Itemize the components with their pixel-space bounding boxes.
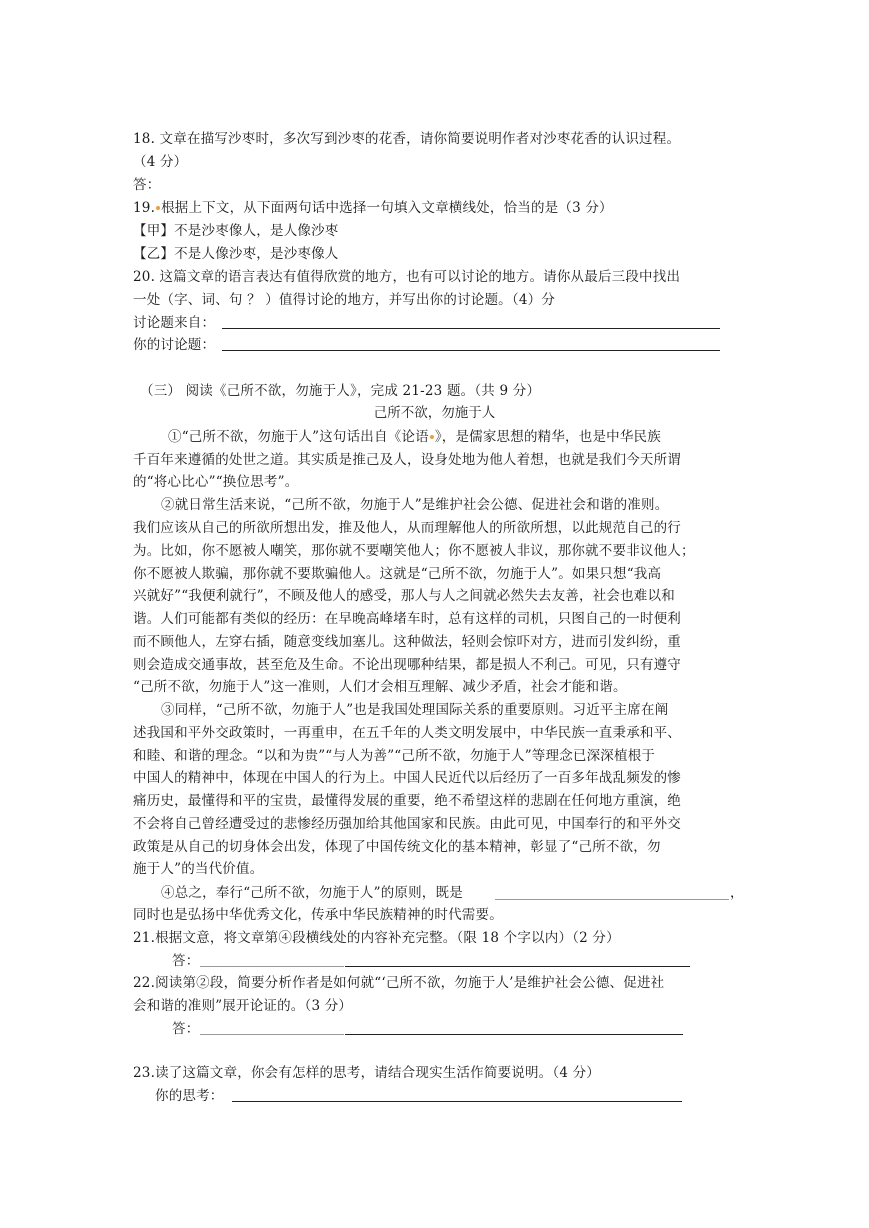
q21-answer-label: 答： — [172, 953, 200, 969]
q23-answer-label: 你的思考： — [155, 1088, 224, 1104]
q19-prompt — [133, 197, 613, 219]
q19-number: 19. — [133, 200, 156, 216]
p1-line2: 千百年来遵循的处世之道。其实质是推己及人，设身处地为他人着想，也就是我们今天所谓 — [133, 452, 681, 468]
p2-line7: 而不顾他人，左穿右插，随意变线加塞儿。这种做法，轻则会惊吓对方，进而引发纠纷，重 — [133, 634, 681, 650]
q18-score: （4 分） — [133, 154, 188, 170]
p3-line5: 痛历史，最懂得和平的宝贵，最懂得发展的重要，绝不希望这样的悲剧在任何地方重演，绝 — [133, 793, 681, 809]
q19-text: 根据上下文，从下面两句话中选择一句填入文章横线处，恰当的是（3 分） — [161, 200, 613, 216]
q20-topic-label: 你的讨论题： — [133, 337, 216, 353]
mark-dot-icon — [430, 435, 434, 439]
p1-line1: ①“己所不欲，勿施于人”这句话出自《论语 》，是儒家思想的精华，也是中华民族 — [168, 429, 661, 445]
q21-answer-line-a[interactable] — [200, 966, 344, 967]
p3-line6: 不会将自己曾经遭受过的悲惨经历强加给其他国家和民族。由此可见，中国奉行的和平外交 — [133, 816, 681, 832]
q22-line2: 会和谐的准则”展开论证的。（3 分） — [133, 998, 353, 1014]
q20-topic-answer-line[interactable] — [222, 350, 720, 351]
p2-line3: 为。比如，你不愿被人嘲笑，那你就不要嘲笑他人；你不愿被人非议，那你就不要非议他人； — [133, 543, 695, 559]
p4-line2: 同时也是弘扬中华优秀文化，传承中华民族精神的时代需要。 — [133, 907, 503, 923]
q22-answer-line-a[interactable] — [200, 1034, 344, 1035]
q20-line1: 20. 这篇文章的语言表达有值得欣赏的地方，也有可以讨论的地方。请你从最后三段中找出 — [133, 269, 681, 285]
p2-line5: 兴就好”“我便利就行”，不顾及他人的感受，那人与人之间就必然失去友善，社会也难以和 — [133, 588, 675, 604]
q22-line1: 22.阅读第②段，简要分析作者是如何就“‘己所不欲，勿施于人’是维护社会公德、促进社 — [133, 975, 665, 991]
q20-source-label: 讨论题来自： — [133, 315, 216, 331]
section3-heading: （三） 阅读《己所不欲，勿施于人》，完成 21-23 题。（共 9 分） — [140, 383, 541, 399]
q22-answer-line-b[interactable] — [345, 1034, 683, 1035]
p2-line6: 谐。人们可能都有类似的经历：在早晚高峰堵车时，总有这样的司机，只图自己的一时便利 — [133, 611, 681, 627]
q19-option-a: 【甲】不是沙枣像人，是人像沙枣 — [133, 223, 339, 239]
q23-prompt: 23.读了这篇文章，你会有怎样的思考，请结合现实生活作简要说明。（4 分） — [133, 1065, 600, 1081]
q18-answer-label: 答： — [133, 177, 161, 193]
p3-line8: 施于人”的当代价值。 — [133, 861, 264, 877]
p2-line1: ②就日常生活来说，“己所不欲，勿施于人”是维护社会公德、促进社会和谐的准则。 — [161, 497, 669, 513]
article-title: 己所不欲，勿施于人 — [373, 405, 496, 421]
p2-line8: 则会造成交通事故，甚至危及生命。不论出现哪种结果，都是损人不利己。可见，只有遵守 — [133, 657, 681, 673]
q21-answer-line-b[interactable] — [345, 966, 690, 967]
p4-fill-blank-line[interactable] — [495, 899, 729, 900]
p3-line3: 和睦、和谐的理念。“以和为贵”“与人为善”“己所不欲，勿施于人”等理念已深深植根于 — [133, 748, 656, 764]
p3-line2: 述我国和平外交政策时，一再重申，在五千年的人类文明发展中，中华民族一直秉承和平、 — [133, 725, 681, 741]
q23-answer-line[interactable] — [232, 1101, 682, 1102]
p4-line1-comma: ， — [730, 885, 744, 901]
p3-line4: 中国人的精神中，体现在中国人的行为上。中国人民近代以后经历了一百多年战乱频发的惨 — [133, 770, 681, 786]
q21-prompt: 21.根据文意，将文章第④段横线处的内容补充完整。（限 18 个字以内）（2 分） — [133, 930, 620, 946]
q20-source-answer-line[interactable] — [222, 328, 720, 329]
p1-line3: 的“将心比心”“换位思考”。 — [133, 474, 299, 490]
p3-line1: ③同样，“己所不欲，勿施于人”也是我国处理国际关系的重要原则。习近平主席在阐 — [161, 702, 669, 718]
p2-line9: “己所不欲，勿施于人”这一准则，人们才会相互理解、减少矛盾，社会才能和谐。 — [133, 679, 627, 695]
q22-answer-label: 答： — [172, 1021, 200, 1037]
q18-line1: 18. 文章在描写沙枣时，多次写到沙枣的花香，请你简要说明作者对沙枣花香的认识过程。 — [133, 131, 681, 147]
p3-line7: 政策是从自己的切身体会出发，体现了中国传统文化的基本精神，彰显了“己所不欲，勿 — [133, 839, 661, 855]
q19-option-b: 【乙】不是人像沙枣，是沙枣像人 — [133, 246, 339, 262]
p4-line1-start: ④总之，奉行“己所不欲，勿施于人”的原则，既是 — [161, 885, 463, 901]
p2-line4: 你不愿被人欺骗，那你就不要欺骗他人。这就是“己所不欲，勿施于人”。如果只想“我高 — [133, 566, 662, 582]
q20-line2: 一处（字、词、句 ？ ）值得讨论的地方，并写出你的讨论题。（4）分 — [133, 292, 556, 308]
p2-line2: 我们应该从自己的所欲所想出发，推及他人，从而理解他人的所欲所想，以此规范自己的行 — [133, 520, 681, 536]
mark-dot-icon — [156, 206, 160, 210]
